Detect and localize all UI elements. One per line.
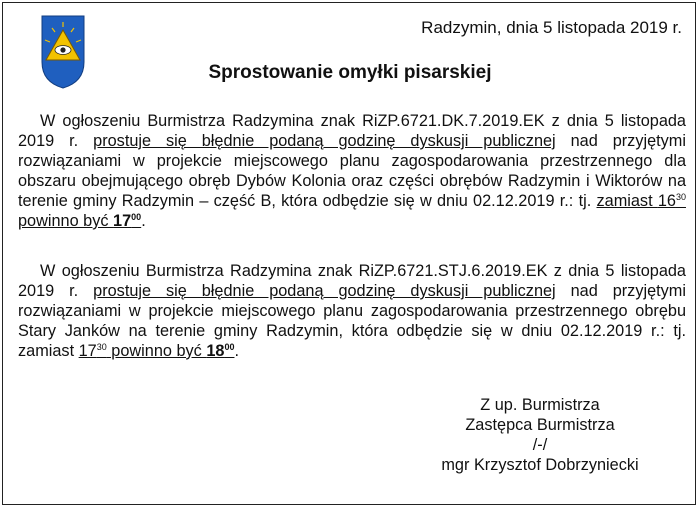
paragraph-first bbox=[18, 111, 686, 231]
p2-new-hour: 18 bbox=[206, 342, 225, 360]
p2-new-minutes: 00 bbox=[224, 342, 235, 352]
p1-correction: prostuje się błędnie podaną godzinę dyskusji publicznej bbox=[93, 132, 556, 150]
p2-old-hour: 17 bbox=[78, 342, 97, 360]
signature-line-role: Zastępca Burmistrza bbox=[465, 416, 615, 434]
p2-intro: W ogłoszeniu Burmistrza Radzymina znak RiZP.6721.STJ.6.2019.EK z dnia 5 listopada 2019 r. bbox=[18, 262, 686, 300]
p1-instead-label: zamiast bbox=[596, 192, 658, 210]
p1-body: nad przyjętymi rozwiązaniami w projekcie miejscowego planu zagospodarowania przestrzennego dla obszaru obejmującego obręb Dybów Kolonia oraz części obrębów Radzymin i Wiktorów na terenie gminy Radzymin – część B, która odbędzie się w dniu 02.12.2019 r.: tj. bbox=[18, 132, 686, 210]
signature-line-authority: Z up. Burmistrza bbox=[480, 396, 600, 414]
p2-body: nad przyjętymi rozwiązaniami w projekcie miejscowego planu zagospodarowania przestrzennego obrębu Stary Janków na terenie gminy Radzymin, która odbędzie się w dniu 02.12.2019 r.: tj. zamiast bbox=[18, 282, 686, 360]
notice-title: Sprostowanie omyłki pisarskiej bbox=[208, 62, 492, 83]
p2-time-change bbox=[79, 342, 235, 360]
p2-end: . bbox=[234, 342, 239, 360]
signature-mark: /-/ bbox=[532, 436, 548, 454]
p1-end: . bbox=[141, 212, 146, 230]
p1-new-minutes: 00 bbox=[131, 212, 142, 222]
p1-old-minutes: 30 bbox=[675, 192, 686, 202]
paragraph-second bbox=[18, 261, 686, 361]
dateline: Radzymin, dnia 5 listopada 2019 r. bbox=[421, 18, 682, 37]
p2-old-minutes: 30 bbox=[96, 342, 107, 352]
p1-intro: W ogłoszeniu Burmistrza Radzymina znak RiZP.6721.DK.7.2019.EK z dnia 5 listopada 2019 r. bbox=[18, 112, 686, 150]
p2-correction: prostuje się błędnie podaną godzinę dyskusji publicznej bbox=[93, 282, 556, 300]
signature-block bbox=[400, 395, 680, 475]
signature-name: mgr Krzysztof Dobrzyniecki bbox=[441, 456, 639, 474]
p1-should-label: powinno być bbox=[18, 212, 114, 230]
p1-new-hour: 17 bbox=[113, 212, 132, 230]
p1-old-hour: 16 bbox=[657, 192, 676, 210]
p2-should-label: powinno być bbox=[106, 342, 207, 360]
